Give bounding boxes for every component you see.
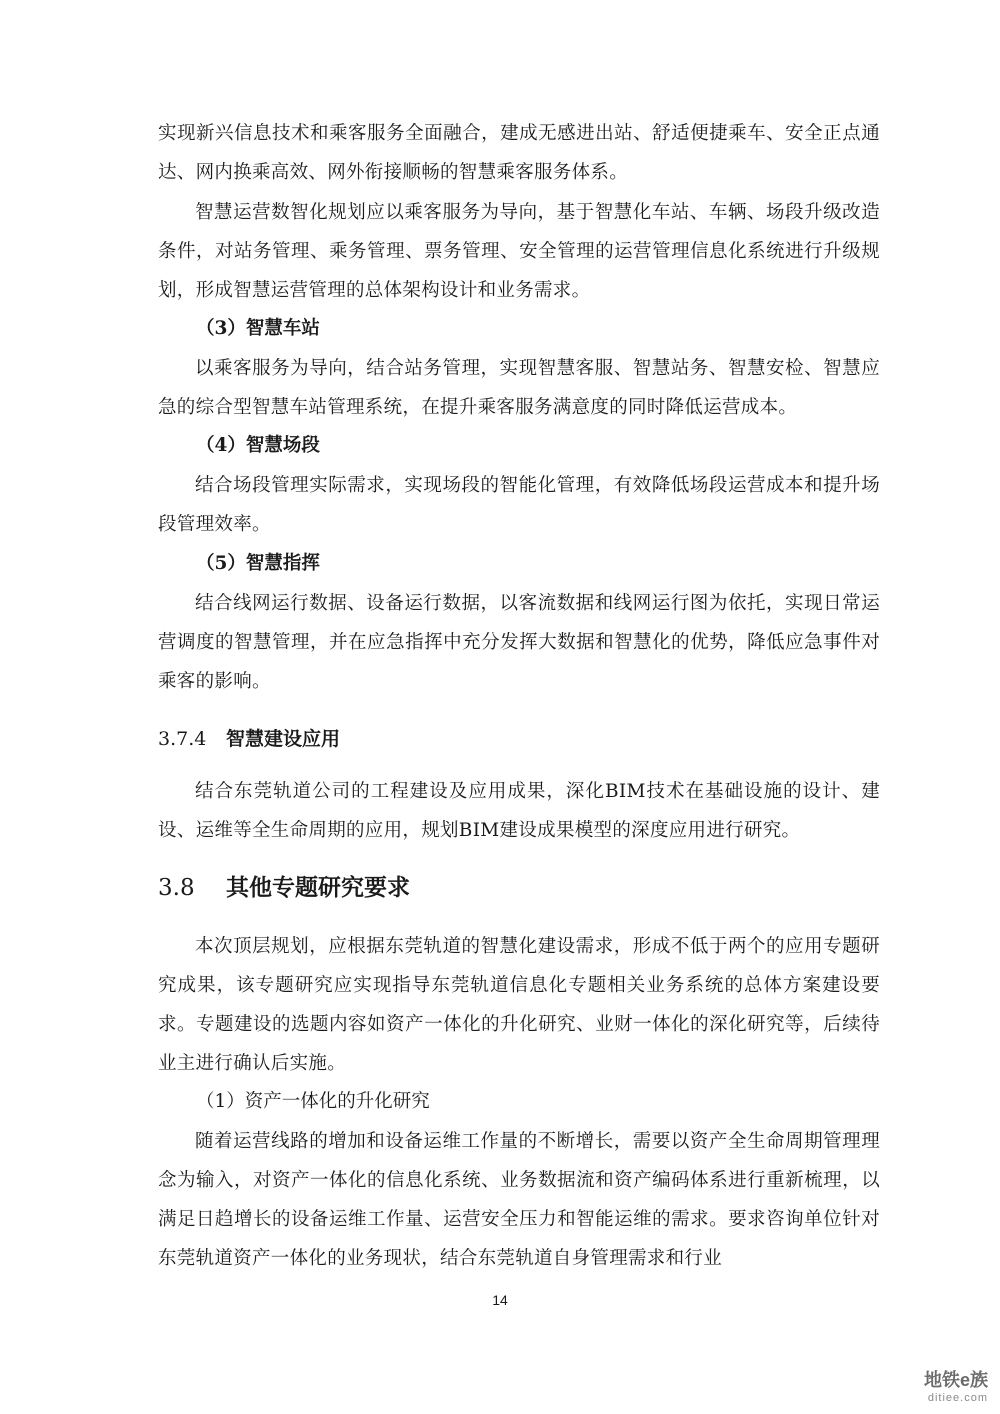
section-title: 智慧建设应用: [226, 728, 341, 750]
paragraph-smart-command: 结合线网运行数据、设备运行数据，以客流数据和线网运行图为依托，实现日常运营调度的智慧管理，并在应急指挥中充分发挥大数据和智慧化的优势，降低应急事件对乘客的影响。: [158, 593, 880, 692]
paragraph-asset-integration: 随着运营线路的增加和设备运维工作量的不断增长，需要以资产全生命周期管理理念为输入，对资产一体化的信息化系统、业务数据流和资产编码体系进行重新梳理，以满足日趋增长的设备运维工作量、运营安全压力和智能运维的需求。要求咨询单位针对东莞轨道资产一体化的业务现状，结合东莞轨道自身管理需求和行业: [158, 1131, 880, 1269]
section-number: 3.8: [158, 875, 195, 901]
paragraph-passenger-service: 实现新兴信息技术和乘客服务全面融合，建成无感进出站、舒适便捷乘车、安全正点通达、网内换乘高效、网外衔接顺畅的智慧乘客服务体系。: [158, 123, 880, 183]
page-number: 14: [492, 1292, 508, 1308]
watermark-logo: [902, 1366, 988, 1404]
heading-smart-command: （5）智慧指挥: [196, 553, 320, 574]
section-heading-3-7-4: [158, 724, 340, 754]
paragraph-smart-operation: 智慧运营数智化规划应以乘客服务为导向，基于智慧化车站、车辆、场段升级改造条件，对站务管理、乘务管理、票务管理、安全管理的运营管理信息化系统进行升级规划，形成智慧运营管理的总体架构设计和业务需求。: [158, 202, 880, 301]
section-number: 3.7.4: [158, 728, 207, 750]
section-heading-3-8: [158, 871, 410, 905]
heading-smart-station: （3）智慧车站: [196, 318, 320, 339]
paragraph-special-research: 本次顶层规划，应根据东莞轨道的智慧化建设需求，形成不低于两个的应用专题研究成果，该专题研究应实现指导东莞轨道信息化专题相关业务系统的总体方案建设要求。专题建设的选题内容如资产一体化的升化研究、业财一体化的深化研究等，后续待业主进行确认后实施。: [158, 936, 880, 1074]
paragraph-smart-construction: 结合东莞轨道公司的工程建设及应用成果，深化BIM技术在基础设施的设计、建设、运维等全生命周期的应用，规划BIM建设成果模型的深度应用进行研究。: [158, 781, 880, 841]
heading-smart-depot: （4）智慧场段: [196, 435, 320, 456]
paragraph-smart-depot: 结合场段管理实际需求，实现场段的智能化管理，有效降低场段运营成本和提升场段管理效率。: [158, 475, 880, 535]
paragraph-smart-station: 以乘客服务为导向，结合站务管理，实现智慧客服、智慧站务、智慧安检、智慧应急的综合型智慧车站管理系统，在提升乘客服务满意度的同时降低运营成本。: [158, 358, 880, 418]
heading-asset-integration: （1）资产一体化的升化研究: [196, 1091, 430, 1112]
watermark-url: ditiee.com: [927, 1392, 988, 1404]
watermark-text: 地铁e族: [923, 1370, 988, 1390]
section-title: 其他专题研究要求: [226, 874, 410, 901]
